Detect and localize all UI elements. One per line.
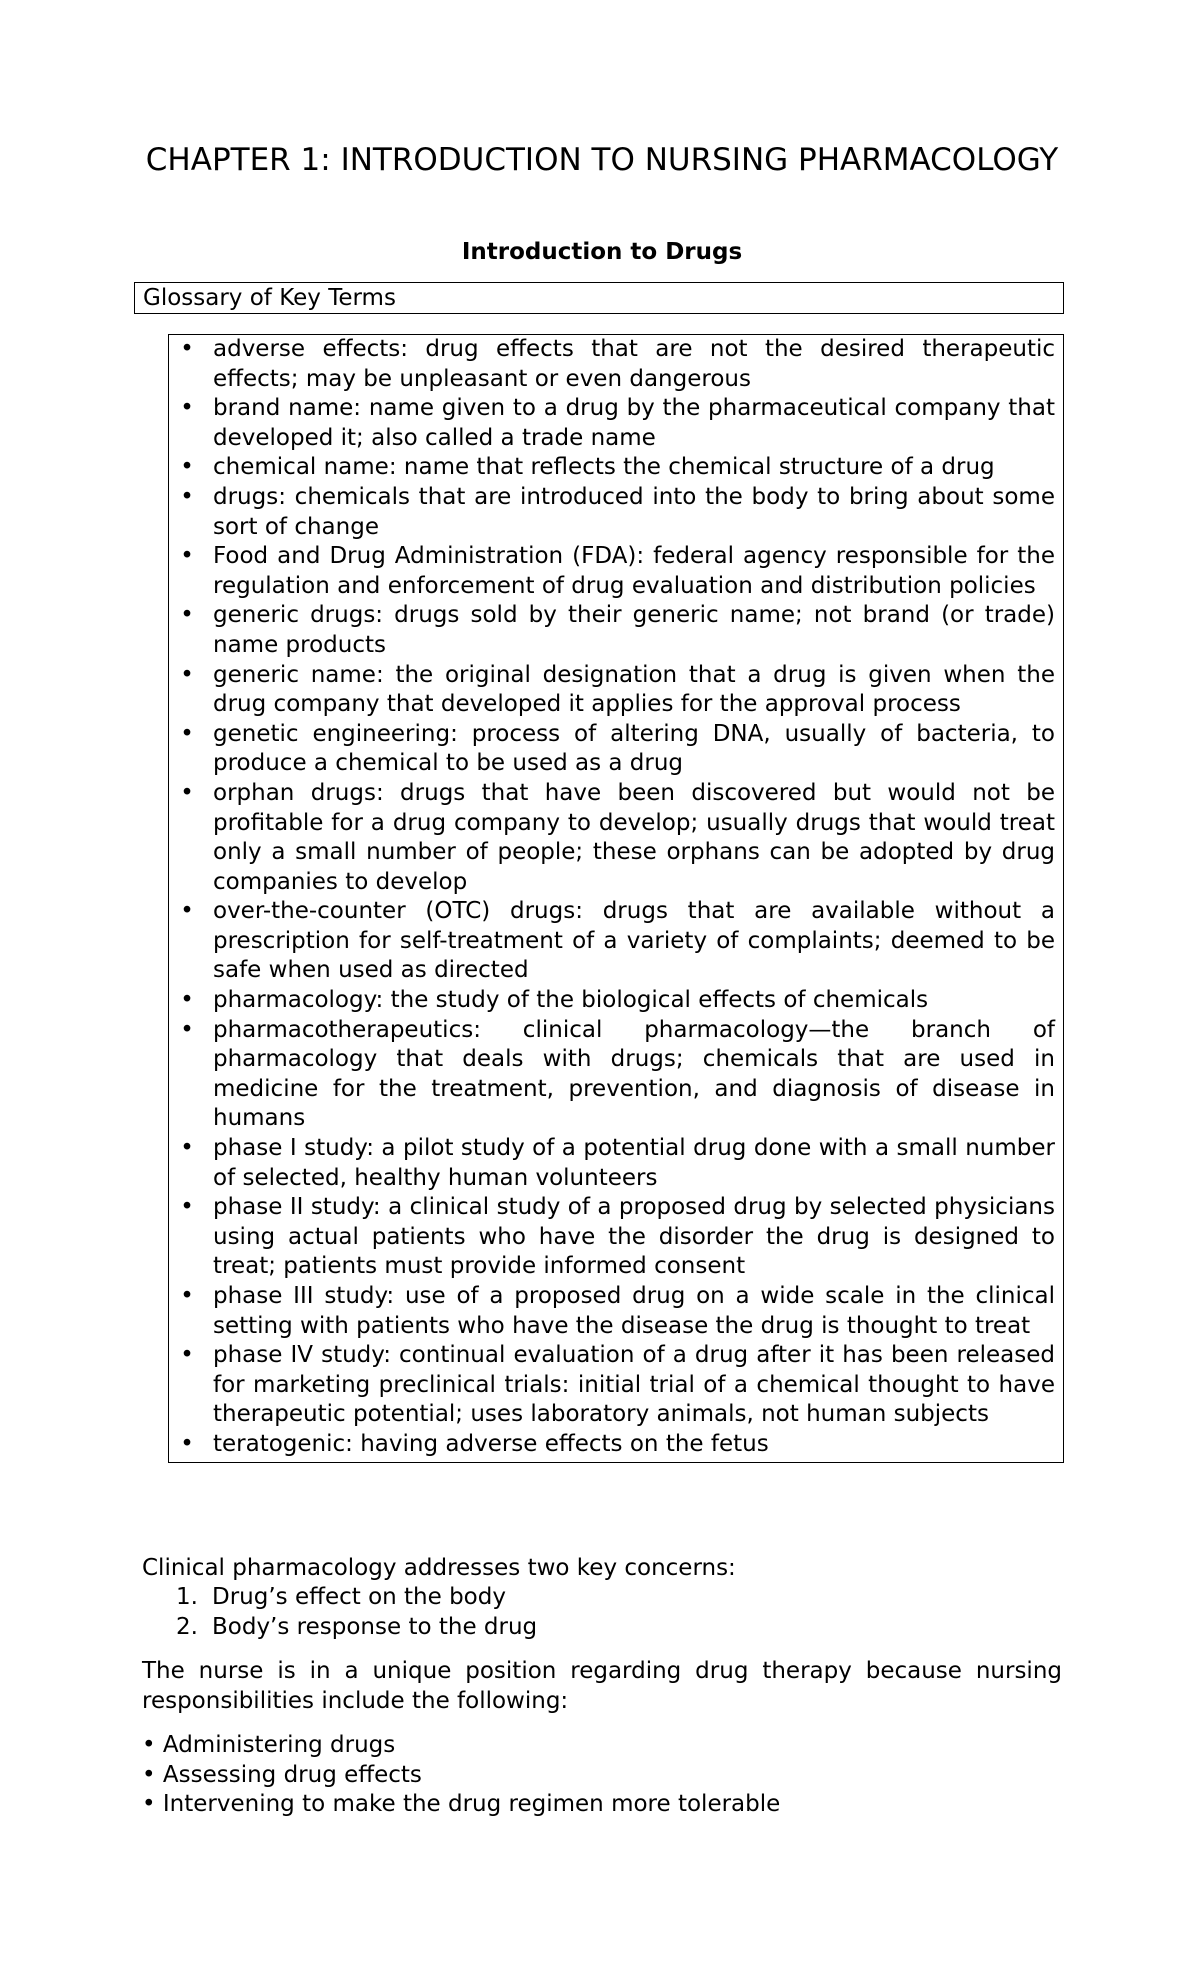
list-number: 2.: [176, 1613, 198, 1640]
glossary-item: [169, 1282, 1055, 1341]
concerns-list: [142, 1583, 1062, 1642]
glossary-term-text: phase II study: a clinical study of a proposed drug by selected physicians using actual patients who have the disorder the drug is designed to treat; patients must provide informed consent: [213, 1194, 1055, 1280]
bullet-icon: •: [180, 720, 194, 747]
bullet-icon: •: [180, 1135, 194, 1162]
glossary-term-text: adverse effects: drug effects that are not the desired therapeutic effects; may be unpleasant or even dangerous: [213, 336, 1055, 392]
bullet-icon: •: [180, 987, 194, 1014]
concern-text: Body’s response to the drug: [212, 1613, 538, 1640]
bullet-icon: •: [180, 602, 194, 629]
glossary-term-text: teratogenic: having adverse effects on the fetus: [213, 1430, 769, 1457]
responsibility-item: • Assessing drug effects: [142, 1761, 422, 1788]
glossary-term-text: pharmacology: the study of the biological effects of chemicals: [213, 987, 929, 1014]
glossary-item: [169, 483, 1055, 542]
bullet-icon: •: [180, 1283, 194, 1309]
list-number: 1.: [176, 1584, 198, 1610]
glossary-term-text: generic drugs: drugs sold by their generic name; not brand (or trade) name products: [213, 602, 1055, 658]
glossary-item: [169, 453, 1055, 483]
bullet-icon: •: [180, 483, 194, 510]
glossary-box: [168, 334, 1064, 1463]
glossary-term-text: genetic engineering: process of altering DNA, usually of bacteria, to produce a chemical to be used as a drug: [213, 720, 1055, 777]
bullet-icon: •: [180, 1342, 194, 1369]
glossary-term-text: drugs: chemicals that are introduced into the body to bring about some sort of change: [213, 483, 1055, 540]
concern-item: [142, 1583, 1062, 1613]
glossary-item: [169, 1134, 1055, 1193]
glossary-term-text: phase IV study: continual evaluation of a drug after it has been released for marketing preclinical trials: initial trial of a chemical thought to have therapeutic potential; uses laboratory animals, not human subjects: [213, 1342, 1055, 1428]
bullet-icon: •: [180, 779, 194, 806]
glossary-item: [169, 1193, 1055, 1282]
section-title: Introduction to Drugs: [461, 239, 743, 265]
glossary-term-text: pharmacotherapeutics: clinical pharmacology—the branch of pharmacology that deals with drugs; chemicals that are used in medicine for the treatment, prevention, and diagnosis of disease in humans: [213, 1016, 1055, 1132]
glossary-term-text: brand name: name given to a drug by the pharmaceutical company that developed it; also called a trade name: [213, 395, 1055, 451]
clinical-intro: Clinical pharmacology addresses two key concerns:: [142, 1555, 736, 1581]
glossary-item: [169, 661, 1055, 720]
glossary-term-text: orphan drugs: drugs that have been discovered but would not be profitable for a drug company to develop; usually drugs that would treat only a small number of people; these orphans can be adopted by drug companies to develop: [213, 779, 1055, 895]
glossary-item: [169, 601, 1055, 660]
responsibility-item: • Administering drugs: [142, 1732, 396, 1758]
chapter-title: CHAPTER 1: INTRODUCTION TO NURSING PHARMACOLOGY: [145, 142, 1059, 178]
glossary-header: Glossary of Key Terms: [134, 282, 1064, 314]
glossary-item: [169, 335, 1055, 394]
glossary-item: [169, 897, 1055, 986]
glossary-item: [169, 1341, 1055, 1430]
glossary-item: [169, 720, 1055, 779]
glossary-list: [169, 335, 1055, 1460]
bullet-icon: •: [180, 336, 194, 362]
glossary-term-text: generic name: the original designation that a drug is given when the drug company that developed it applies for the approval process: [213, 661, 1055, 718]
glossary-term-text: chemical name: name that reflects the chemical structure of a drug: [213, 454, 995, 481]
glossary-term-text: Food and Drug Administration (FDA): federal agency responsible for the regulation and enforcement of drug evaluation and distribution policies: [213, 543, 1055, 599]
concern-text: Drug’s effect on the body: [212, 1584, 506, 1610]
glossary-item: [169, 542, 1055, 601]
bullet-icon: •: [180, 395, 194, 422]
bullet-icon: •: [180, 1194, 194, 1221]
glossary-item: [169, 394, 1055, 453]
responsibilities-list: [142, 1731, 1062, 1820]
bullet-icon: •: [180, 661, 194, 688]
bullet-icon: •: [180, 454, 194, 481]
concern-item: [142, 1613, 1062, 1643]
glossary-term-text: phase I study: a pilot study of a potential drug done with a small number of selected, healthy human volunteers: [213, 1135, 1055, 1191]
glossary-item: [169, 1016, 1055, 1134]
bullet-icon: •: [180, 1430, 194, 1457]
glossary-term-text: phase III study: use of a proposed drug on a wide scale in the clinical setting with patients who have the disease the drug is thought to treat: [213, 1283, 1055, 1339]
bullet-icon: •: [180, 898, 194, 925]
bullet-icon: •: [180, 1016, 194, 1043]
glossary-item: [169, 986, 1055, 1016]
bullet-icon: •: [180, 543, 194, 570]
nurse-paragraph: The nurse is in a unique position regarding drug therapy because nursing responsibilities include the following:: [142, 1658, 1062, 1714]
glossary-item: [169, 779, 1055, 897]
glossary-term-text: over-the-counter (OTC) drugs: drugs that are available without a prescription for self-treatment of a variety of complaints; deemed to be safe when used as directed: [213, 898, 1055, 984]
glossary-item: [169, 1430, 1055, 1460]
responsibility-item: • Intervening to make the drug regimen more tolerable: [142, 1791, 781, 1818]
